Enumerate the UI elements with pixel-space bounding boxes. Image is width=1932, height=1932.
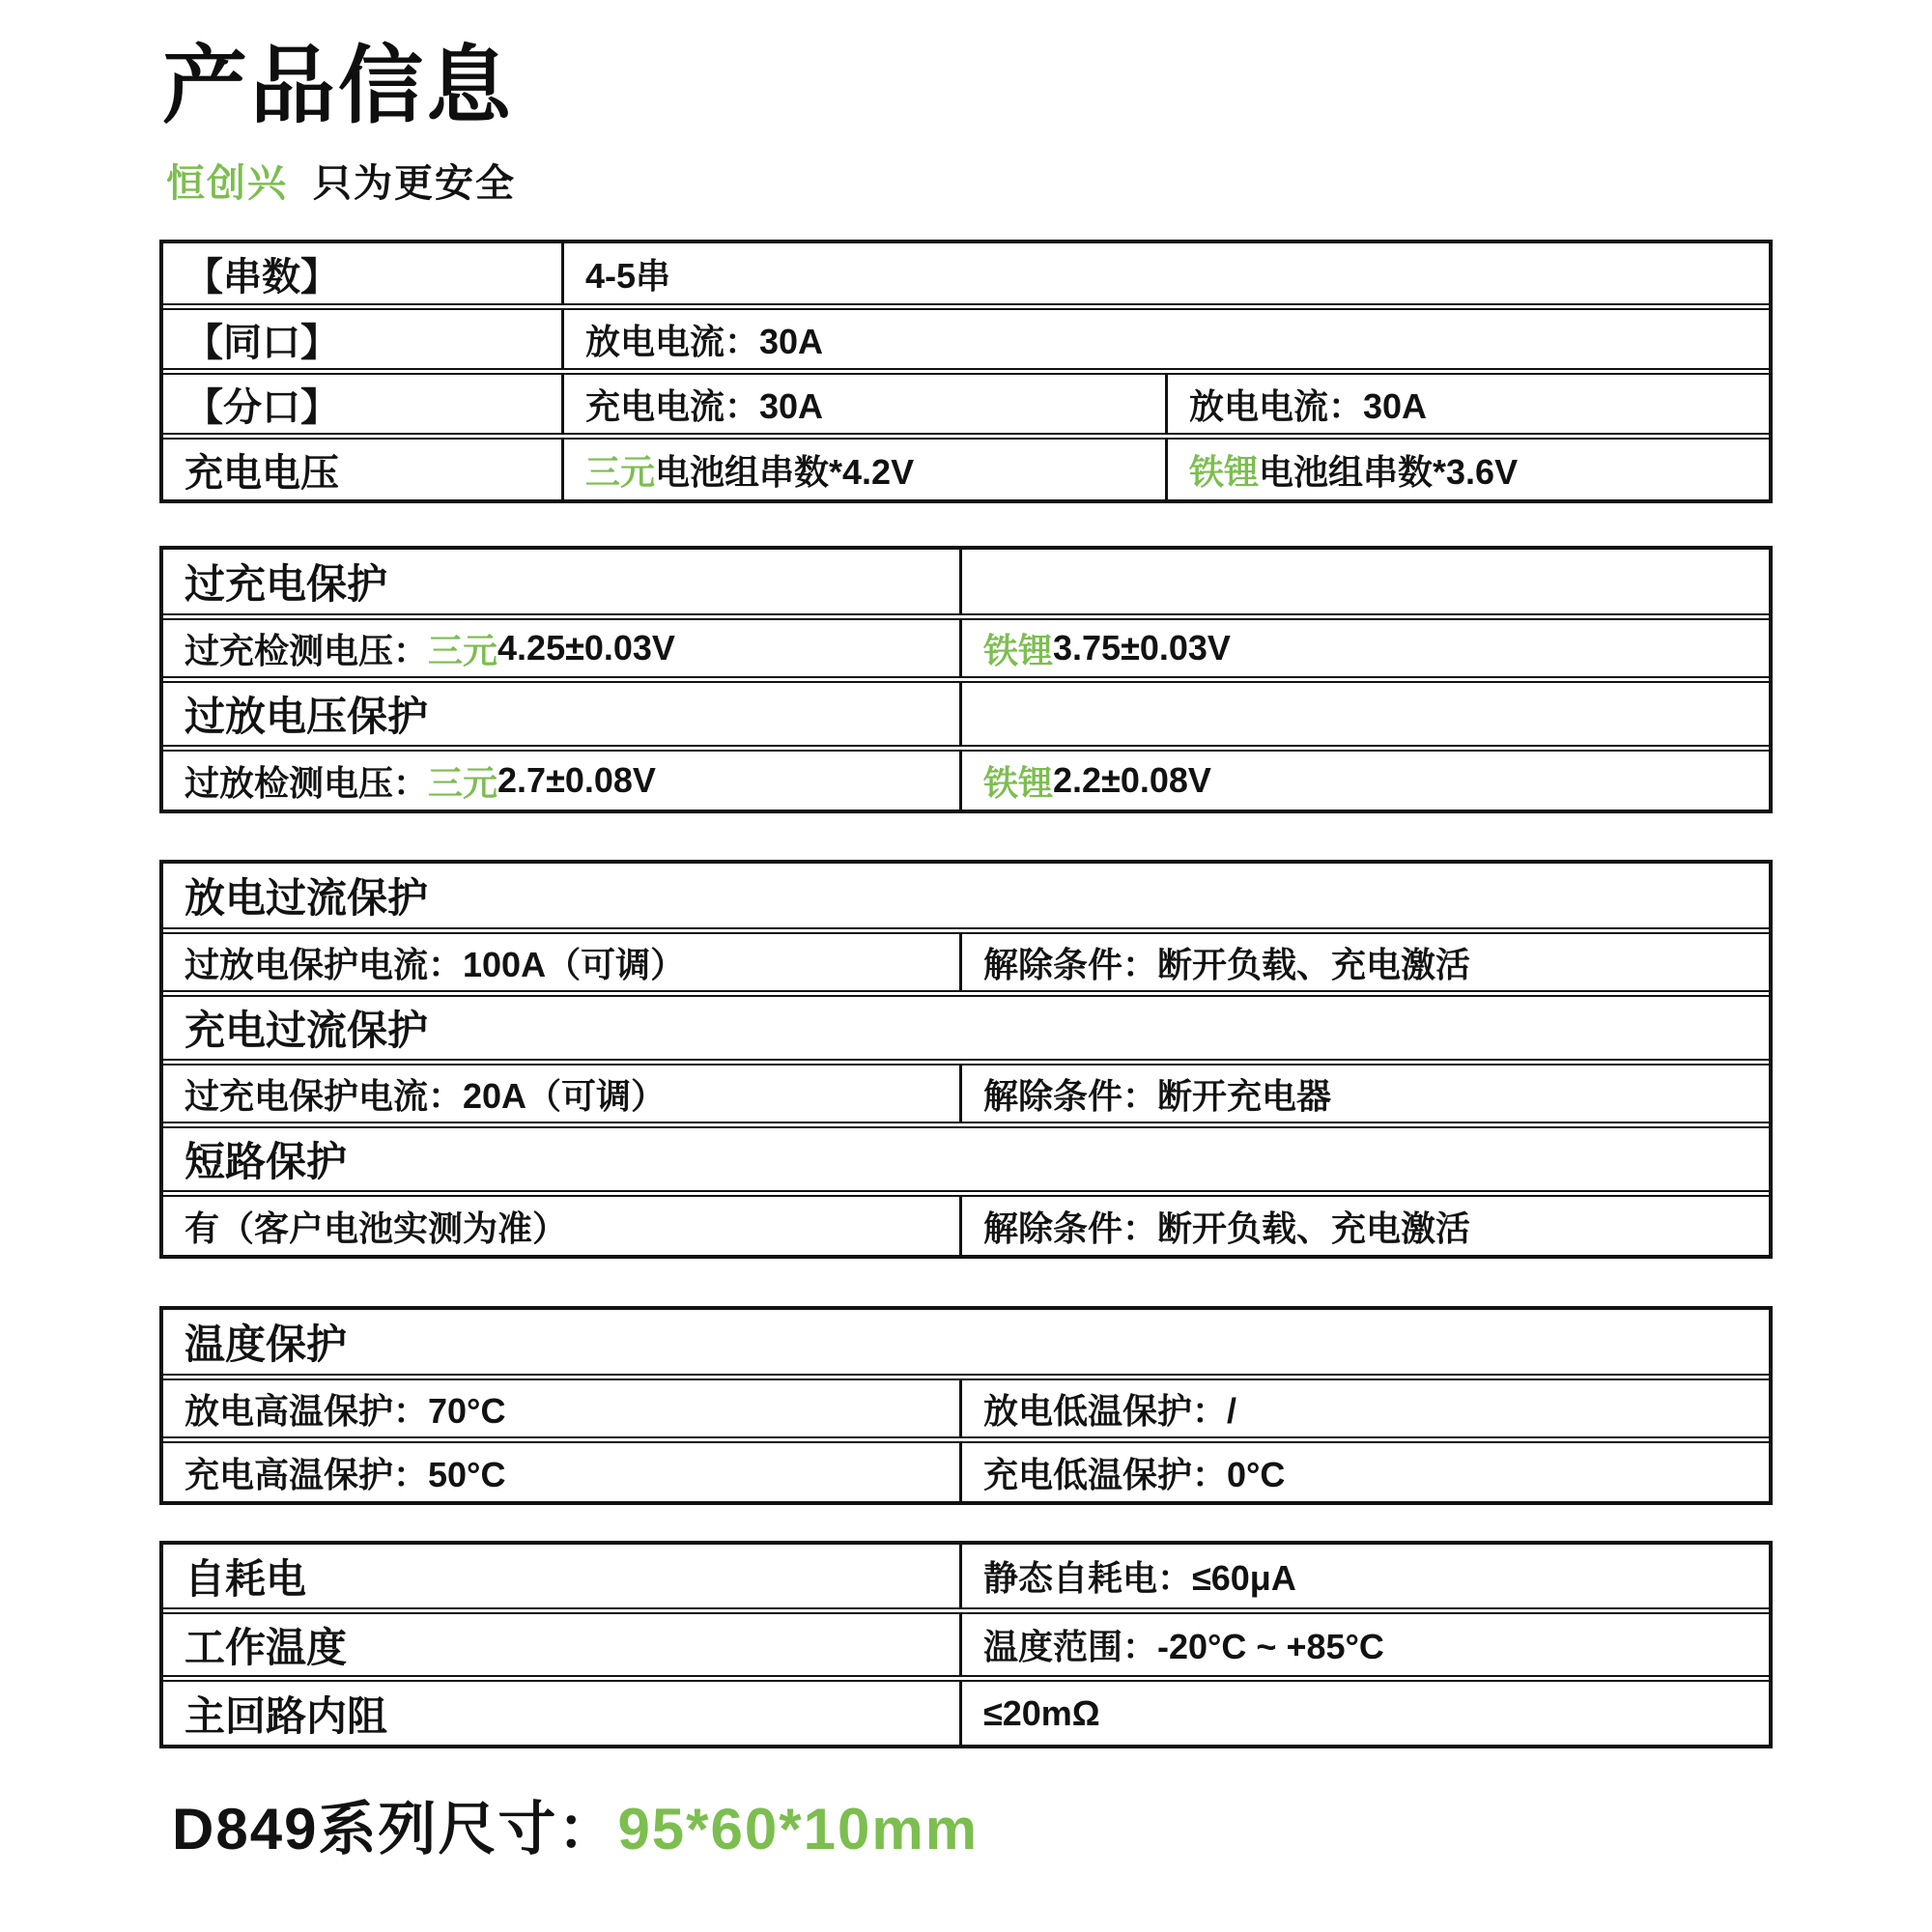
row-value: 静态自耗电：≤60μA [959, 1545, 1769, 1607]
chemistry-tag: 铁锂 [983, 762, 1054, 803]
section-header: 充电过流保护 [185, 1008, 429, 1053]
brand-name: 恒创兴 [166, 162, 288, 205]
detect-voltage-ternary [163, 620, 959, 676]
section-header: 放电过流保护 [185, 875, 429, 921]
brand-slogan [166, 153, 516, 208]
spec-table-misc [159, 1541, 1773, 1748]
row-value-charge: 充电电流：30A [561, 375, 1165, 433]
row-label: 【分口】 [185, 385, 339, 429]
release-condition: 解除条件：断开负载、充电激活 [959, 1197, 1769, 1255]
row-value-discharge: 放电电流：30A [1165, 375, 1769, 433]
row-label: 充电电压 [185, 451, 339, 495]
table-row [163, 243, 1769, 305]
temp-protection-value: 充电高温保护：50°C [185, 1454, 506, 1494]
row-value: 放电电流：30A [561, 310, 1769, 368]
table-row [163, 308, 1769, 370]
table-row [163, 618, 1769, 678]
chemistry-tag: 三元 [585, 451, 656, 492]
spec-table-temperature-protection [159, 1306, 1773, 1505]
value-text: 电池组串数*3.6V [1259, 451, 1519, 492]
section-header-row [163, 995, 1769, 1061]
footer-dimensions [172, 1795, 979, 1864]
table-row [163, 1064, 1769, 1123]
temp-protection-value: 充电低温保护：0°C [959, 1443, 1769, 1501]
row-value: 温度范围：-20°C ~ +85°C [959, 1614, 1769, 1675]
detect-voltage-ternary [163, 752, 959, 810]
row-label: 【串数】 [185, 255, 339, 298]
table-row [163, 1195, 1769, 1255]
row-label: 自耗电 [185, 1555, 307, 1602]
chemistry-tag: 三元 [428, 762, 498, 803]
table-row [163, 1545, 1769, 1609]
row-value-ternary [561, 440, 1165, 499]
section-header-row [163, 550, 1769, 615]
section-header-row [163, 1126, 1769, 1192]
row-value: ≤20mΩ [959, 1682, 1769, 1745]
detect-voltage-lifepo4 [959, 620, 1769, 676]
protection-value: 过充电保护电流：20A（可调） [185, 1075, 667, 1116]
section-header: 温度保护 [185, 1321, 348, 1367]
slogan-text: 只为更安全 [313, 162, 516, 205]
chemistry-tag: 铁锂 [1189, 451, 1260, 492]
value-text: 2.2±0.08V [1053, 760, 1211, 800]
row-value-lifepo4 [1165, 440, 1769, 499]
value-text: 过充检测电压： [185, 630, 429, 670]
row-value: 4-5串 [561, 243, 1769, 303]
chemistry-tag: 铁锂 [983, 630, 1054, 670]
release-condition: 解除条件：断开充电器 [959, 1065, 1769, 1122]
row-label: 主回路内阻 [185, 1692, 388, 1739]
value-text: 3.75±0.03V [1053, 628, 1231, 668]
spec-table-voltage-protection [159, 546, 1773, 813]
table-row [163, 1612, 1769, 1677]
section-header-row [163, 681, 1769, 747]
section-header-row [163, 1310, 1769, 1376]
section-header: 过放电压保护 [185, 694, 429, 739]
spec-table-current-protection [159, 860, 1773, 1259]
temp-protection-value: 放电低温保护：/ [959, 1380, 1769, 1436]
table-row [163, 1378, 1769, 1438]
table-row [163, 1680, 1769, 1745]
chemistry-tag: 三元 [428, 630, 498, 670]
dimensions-label: D849系列尺寸： [172, 1797, 618, 1861]
value-text: 过放检测电压： [185, 762, 429, 803]
table-row [163, 1441, 1769, 1501]
value-text: 4.25±0.03V [497, 628, 675, 668]
empty-cell [959, 550, 1769, 613]
table-row [163, 750, 1769, 810]
table-row [163, 438, 1769, 499]
detect-voltage-lifepo4 [959, 752, 1769, 810]
release-condition: 解除条件：断开负载、充电激活 [959, 934, 1769, 990]
section-header-row [163, 864, 1769, 929]
table-row [163, 932, 1769, 992]
temp-protection-value: 放电高温保护：70°C [185, 1390, 506, 1431]
section-header: 过充电保护 [185, 561, 388, 607]
dimensions-value: 95*60*10mm [617, 1797, 980, 1861]
value-text: 电池组串数*4.2V [655, 451, 915, 492]
empty-cell [959, 683, 1769, 745]
value-text: 2.7±0.08V [497, 760, 656, 800]
row-label: 工作温度 [185, 1624, 348, 1670]
protection-value: 过放电保护电流：100A（可调） [185, 944, 686, 984]
page-title: 产品信息 [162, 38, 515, 133]
protection-value: 有（客户电池实测为准） [185, 1208, 568, 1248]
row-label: 【同口】 [185, 321, 339, 364]
spec-table-basic [159, 240, 1773, 503]
section-header: 短路保护 [185, 1139, 348, 1184]
table-row [163, 373, 1769, 435]
